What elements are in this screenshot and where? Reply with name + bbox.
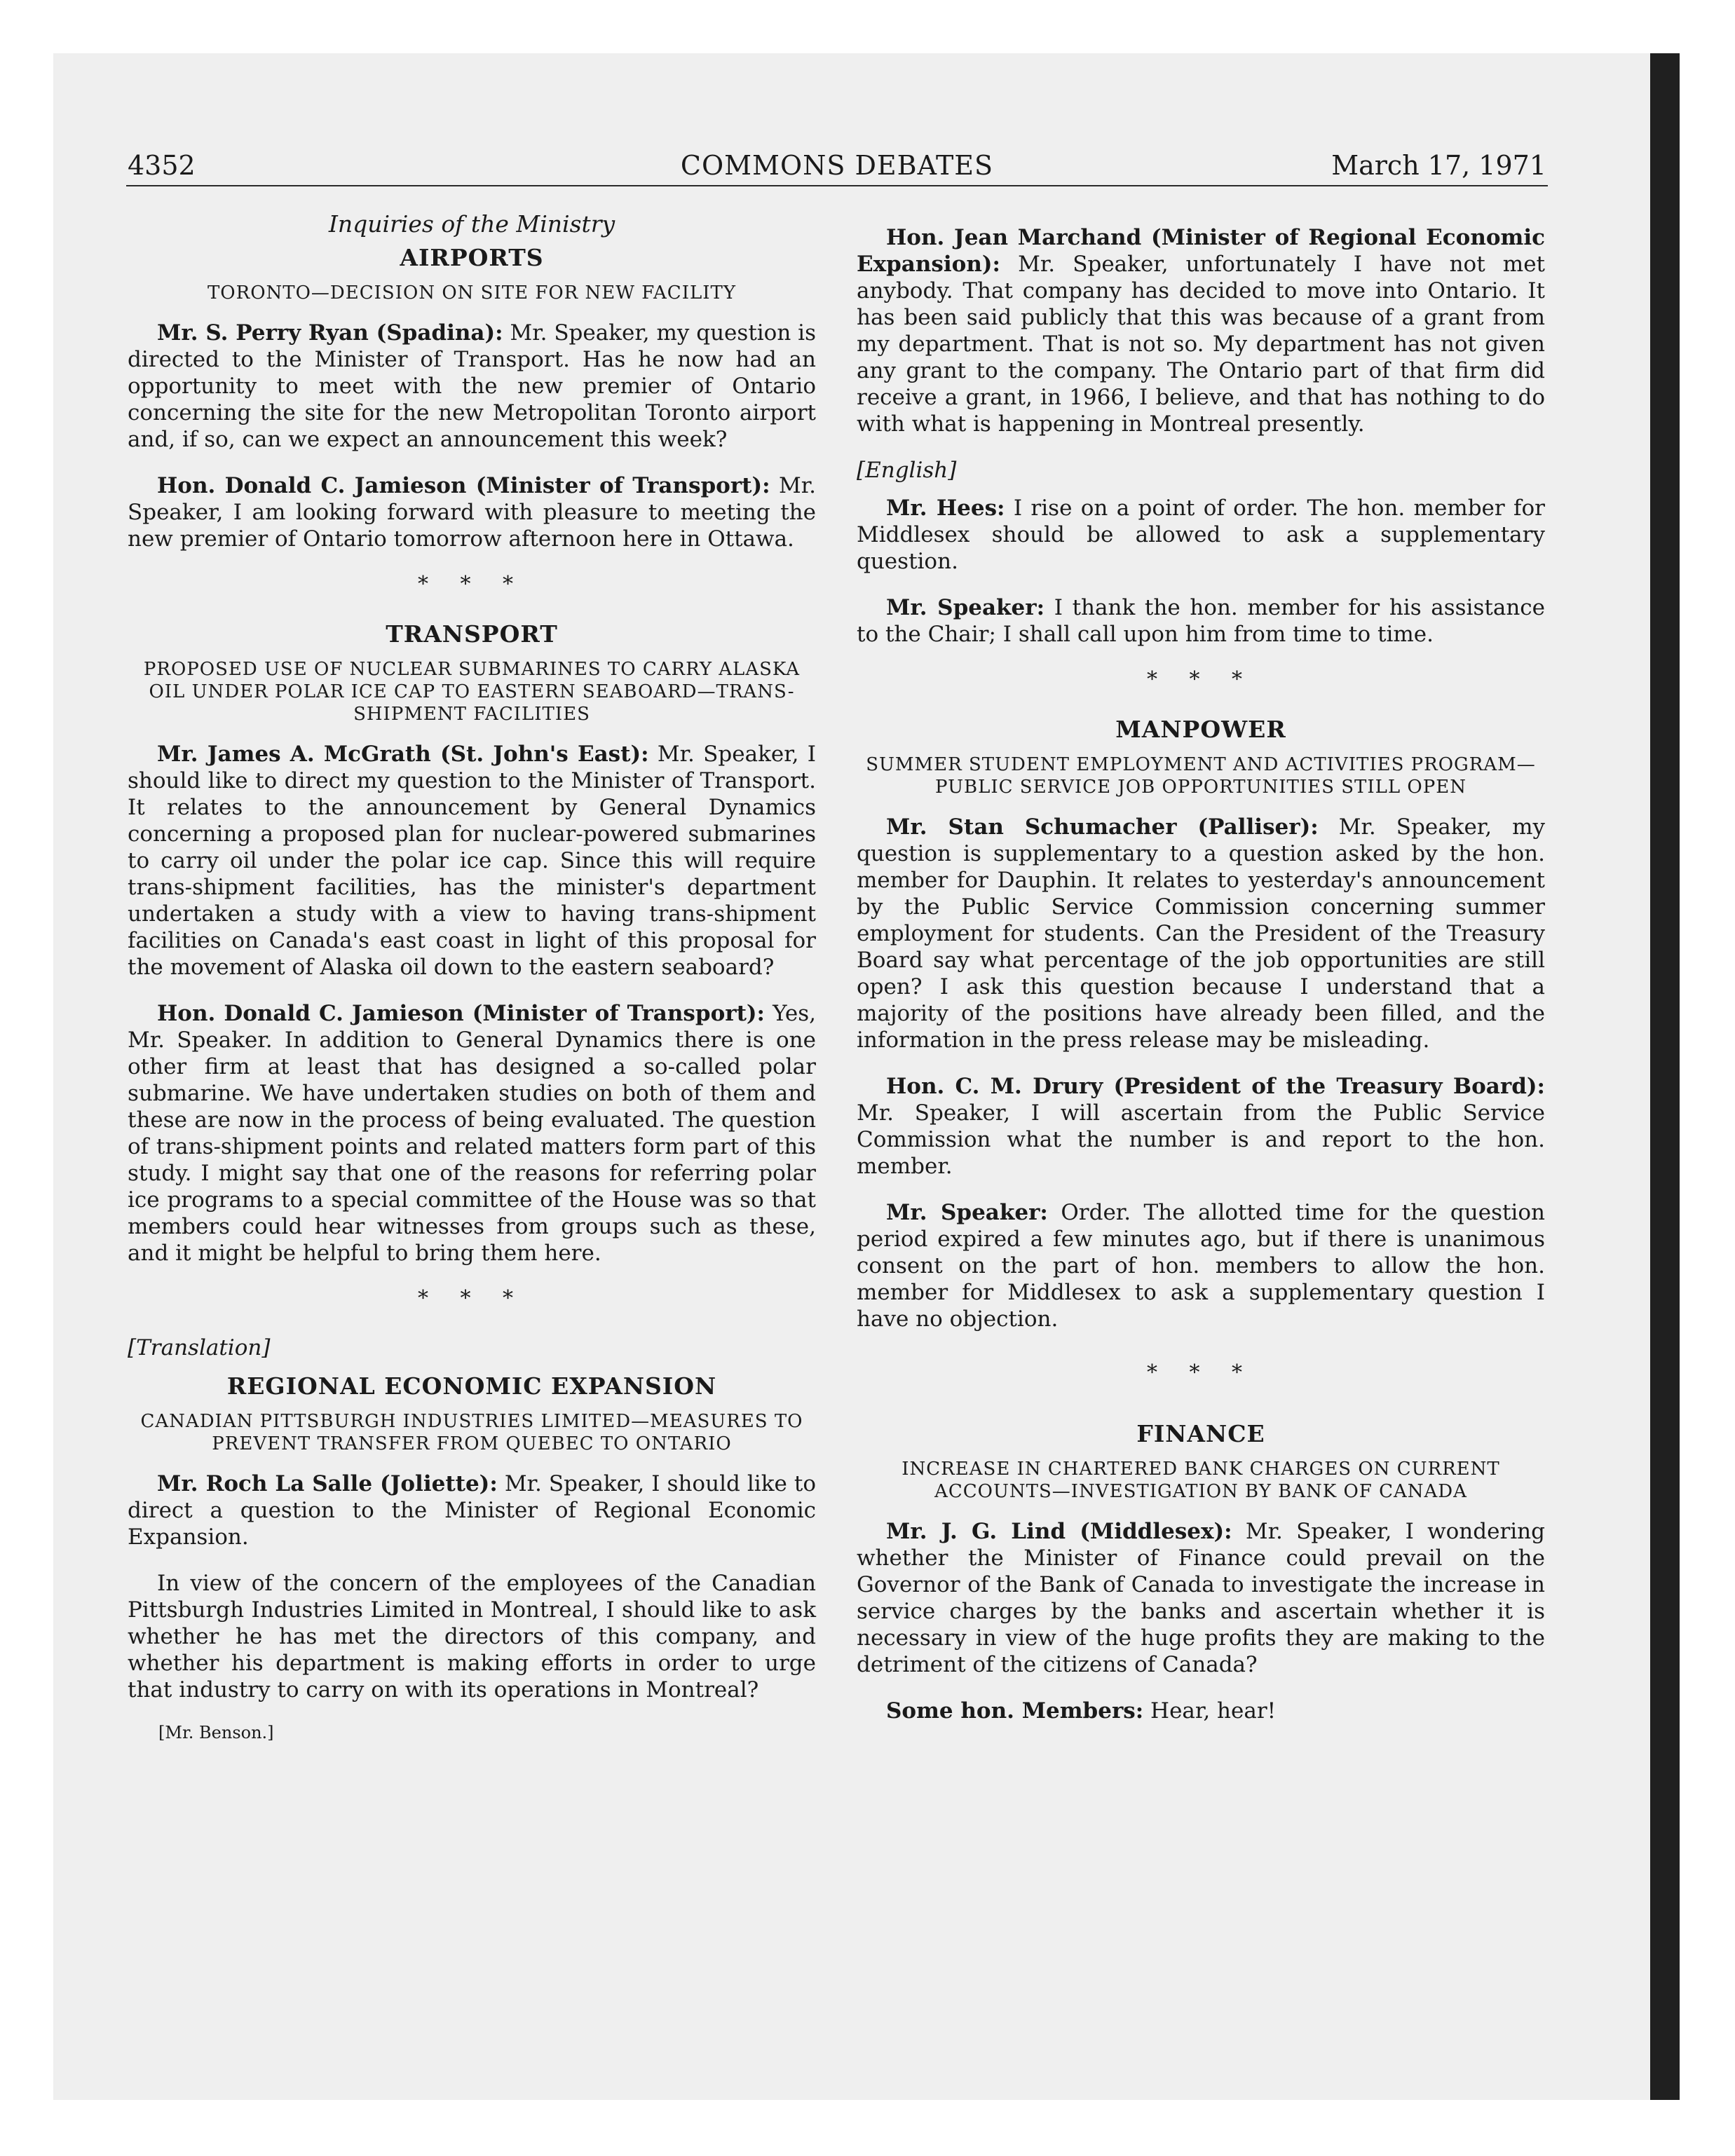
speech-text: Yes, Mr. Speaker. In addition to General Dynamics there is one other firm at least that has designed a so-called polar submarine. We have undertaken studies on both of them and these are now in the process of being evaluated. The question of trans-shipment points and related matters form part of this study. I might say that one of the reasons for referring polar ice programs to a special committee of the House was so that members could hear witnesses from groups such as these, and it might be helpful to bring them here. [128,1001,816,1266]
speech-text: Mr. Speaker, unfortunately I have not met anybody. That company has decided to move into Ontario. It has been said publicly that this was because of a grant from my department. That is not so. My department has not given any grant to the company. The Ontario part of that firm did receive a grant, in 1966, I believe, and that has nothing to do with what is happening in Montreal presently. [857,252,1546,437]
speaker-name: Mr. S. Perry Ryan (Spadina): [157,320,503,346]
translation-marker: [Translation] [128,1335,271,1360]
speaker-name: Some hon. Members: [886,1698,1144,1724]
paragraph [128,1000,816,1267]
speaker-name: Hon. C. M. Drury (President of the Treasury Board): [886,1074,1545,1099]
heading-finance: FINANCE [1136,1420,1265,1447]
subheading-regional: CANADIAN PITTSBURGH INDUSTRIES LIMITED—MEASURES TO PREVENT TRANSFER FROM QUEBEC TO ONTARIO [140,1411,803,1454]
speaker-name: Mr. Stan Schumacher (Palliser): [886,814,1319,840]
speech-text: Mr. Speaker, I will ascertain from the Public Service Commission what the number is and report to the hon. member. [857,1100,1545,1179]
spacer [857,210,1545,224]
speaker-name: Mr. James A. McGrath (St. John's East): [157,742,649,767]
paragraph [857,1698,1545,1724]
subheading-airports: TORONTO—DECISION ON SITE FOR NEW FACILITY [207,282,737,303]
speech-text: Mr. Speaker, I should like to direct my question to the Minister of Transport. It relates to the announcement by General Dynamics concerning a proposed plan for nuclear-powered submarines to carry oil under the polar ice cap. Since this will require trans-shipment facilities, has the minister's department undertaken a study with a view to having trans-shipment facilities on Canada's east coast in light of this proposal for the movement of Alaska oil down to the eastern seaboard? [128,742,817,980]
right-column [857,210,1545,1744]
paragraph [857,495,1545,575]
paragraph [857,1073,1545,1180]
speech-text: I thank the hon. member for his assistance to the Chair; I shall call upon him from time to time. [857,595,1545,647]
paragraph [857,224,1545,437]
heading-transport: TRANSPORT [386,620,558,648]
publication-title: COMMONS DEBATES [680,150,994,181]
section-separator: * * * [1146,667,1256,692]
subheading-manpower: SUMMER STUDENT EMPLOYMENT AND ACTIVITIES PROGRAM—PUBLIC SERVICE JOB OPPORTUNITIES STILL OPEN [866,754,1536,798]
section-separator: * * * [417,572,526,596]
section-subtitle: Inquiries of the Ministry [328,210,615,238]
speaker-name: Hon. Jean Marchand (Minister of Regional Economic Expansion): [857,225,1545,277]
english-marker: [English] [857,458,957,483]
page-number: 4352 [128,150,196,181]
speaker-name: Hon. Donald C. Jamieson (Minister of Transport): [157,473,770,498]
paragraph [128,1471,816,1550]
speech-text: Order. The allotted time for the question period expired a few minutes ago, but if there is unanimous consent on the part of hon. members to allow the hon. member for Middlesex to ask a supplementary question I have no objection. [857,1200,1545,1332]
heading-manpower: MANPOWER [1115,716,1286,743]
speech-text: In view of the concern of the employees of the Canadian Pittsburgh Industries Limited in Montreal, I should like to ask whether he has met the directors of this company, and whether his department is making efforts in order to urge that industry to carry on with its operations in Montreal? [128,1571,816,1703]
speaker-name: Mr. Speaker: [886,595,1045,620]
speech-text: Hear, hear! [1150,1698,1277,1724]
speaker-name: Mr. J. G. Lind (Middlesex): [886,1519,1232,1544]
subheading-transport: PROPOSED USE OF NUCLEAR SUBMARINES TO CARRY ALASKA OIL UNDER POLAR ICE CAP TO EASTERN SEABOARD—TRANS-SHIPMENT FACILITIES [143,659,801,725]
speech-text: Mr. Speaker, I am looking forward with pleasure to meeting the new premier of Ontario tomorrow afternoon here in Ottawa. [128,473,816,552]
paragraph [128,320,816,453]
paragraph [857,1199,1545,1332]
speaker-name: Mr. Roch La Salle (Joliette): [157,1471,498,1496]
paragraph [857,1518,1545,1678]
speech-text: I rise on a point of order. The hon. member for Middlesex should be allowed to ask a supplementary question. [857,496,1545,574]
paragraph [128,472,816,552]
subheading-finance: INCREASE IN CHARTERED BANK CHARGES ON CURRENT ACCOUNTS—INVESTIGATION BY BANK OF CANADA [901,1459,1500,1502]
speaker-name: Hon. Donald C. Jamieson (Minister of Transport): [157,1001,766,1026]
issue-date: March 17, 1971 [1331,150,1546,181]
section-separator: * * * [1146,1360,1256,1385]
speech-text: Mr. Speaker, my question is supplementary to a question asked by the hon. member for Dauphin. It relates to yesterday's announcement by the Public Service Commission concerning summer employment for students. Can the President of the Treasury Board say what percentage of the job opportunities are still open? I ask this question because I understand that a majority of the positions have already been filled, and the information in the press release may be misleading. [857,814,1546,1053]
paragraph [857,814,1545,1053]
left-column [128,210,816,1742]
heading-airports: AIRPORTS [400,244,544,271]
speech-text: Mr. Speaker, I wondering whether the Minister of Finance could prevail on the Governor of the Bank of Canada to investigate the increase in service charges by the banks and ascertain whether it is necessary in view of the huge profits they are making to the detriment of the citizens of Canada? [857,1519,1545,1677]
speech-text: Mr. Speaker, my question is directed to the Minister of Transport. Has he now had an opportunity to meet with the new premier of Ontario concerning the site for the new Metropolitan Toronto airport and, if so, can we expect an announcement this week? [128,320,816,452]
page-footer-note: [Mr. Benson.] [158,1723,274,1742]
speaker-name: Mr. Hees: [886,496,1005,521]
speaker-name: Mr. Speaker: [886,1200,1048,1225]
scan-edge-bar [1650,53,1680,2100]
speech-text: Mr. Speaker, I should like to direct a question to the Minister of Regional Economic Expansion. [128,1471,817,1550]
section-separator: * * * [417,1286,526,1311]
running-header [126,146,1548,186]
heading-regional-economic-expansion: REGIONAL ECONOMIC EXPANSION [226,1372,717,1400]
paragraph [128,741,816,981]
paragraph [857,594,1545,648]
paragraph [128,1570,816,1703]
